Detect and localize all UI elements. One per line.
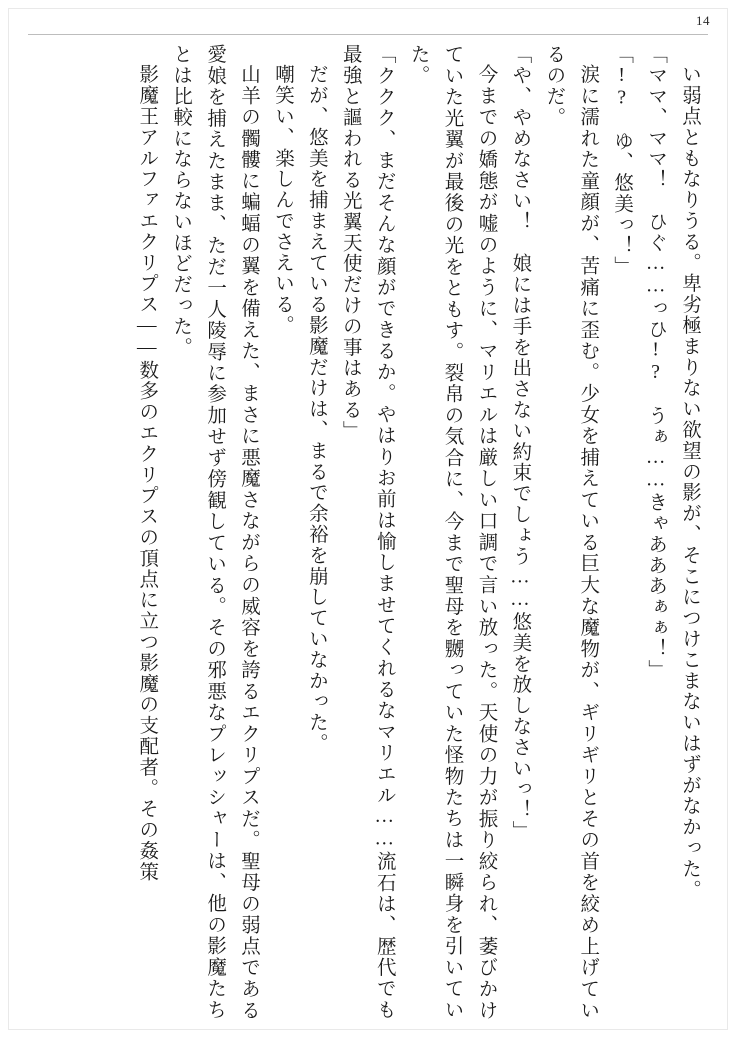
- paragraph: 山羊の髑髏に蝙蝠の翼を備えた、まさに悪魔さながらの威容を誇るエクリプスだ。聖母の弱点である愛娘を捕えたまま、ただ一人陵辱に参加せず傍観している。その邪悪なプレッシャーは、他の影魔たちとは比較にならないほどだった。: [170, 44, 260, 1020]
- paragraph: 影魔王アルファエクリプス——数多のエクリプスの頂点に立つ影魔の支配者。その姦策: [136, 63, 158, 882]
- page-body-text: [30, 44, 706, 1020]
- paragraph: だが、悠美を捕まえている影魔だけは、まるで余裕を崩していなかった。: [305, 63, 327, 754]
- paragraph: 今までの嬌態が嘘のように、マリエルは厳しい口調で言い放った。天使の力が振り絞られ、萎びかけていた光翼が最後の光をともす。裂帛の気合に、今まで聖母を嬲っていた怪物たちは一瞬身を引いていた。: [407, 44, 497, 1020]
- paragraph: 「や、やめなさい！ 娘には手を出さない約束でしょう……悠美を放しなさいっ！」: [509, 44, 531, 842]
- page-number: 14: [696, 13, 710, 28]
- paragraph: 「ママ、ママ！ ひぐ……っひ!? うぁ……きゃあああぁぁ！」: [645, 44, 667, 680]
- header-rule: [28, 34, 708, 35]
- paragraph: い弱点ともなりうる。卑劣極まりない欲望の影が、そこにつけこまないはずがなかった。: [679, 63, 700, 900]
- paragraph: 嘲笑い、楽しんでさえいる。: [271, 63, 293, 336]
- paragraph: 涙に濡れた童顔が、苦痛に歪む。少女を捕えている巨大な魔物が、ギリギリとその首を絞め上げているのだ。: [543, 44, 599, 1020]
- paragraph: 「!? ゆ、悠美っ！」: [611, 44, 633, 277]
- paragraph: 「ククク、まだそんな顔ができるか。やはりお前は愉しませてくれるなマリエル……流石は、歴代でも最強と謳われる光翼天使だけの事はある」: [339, 44, 395, 1020]
